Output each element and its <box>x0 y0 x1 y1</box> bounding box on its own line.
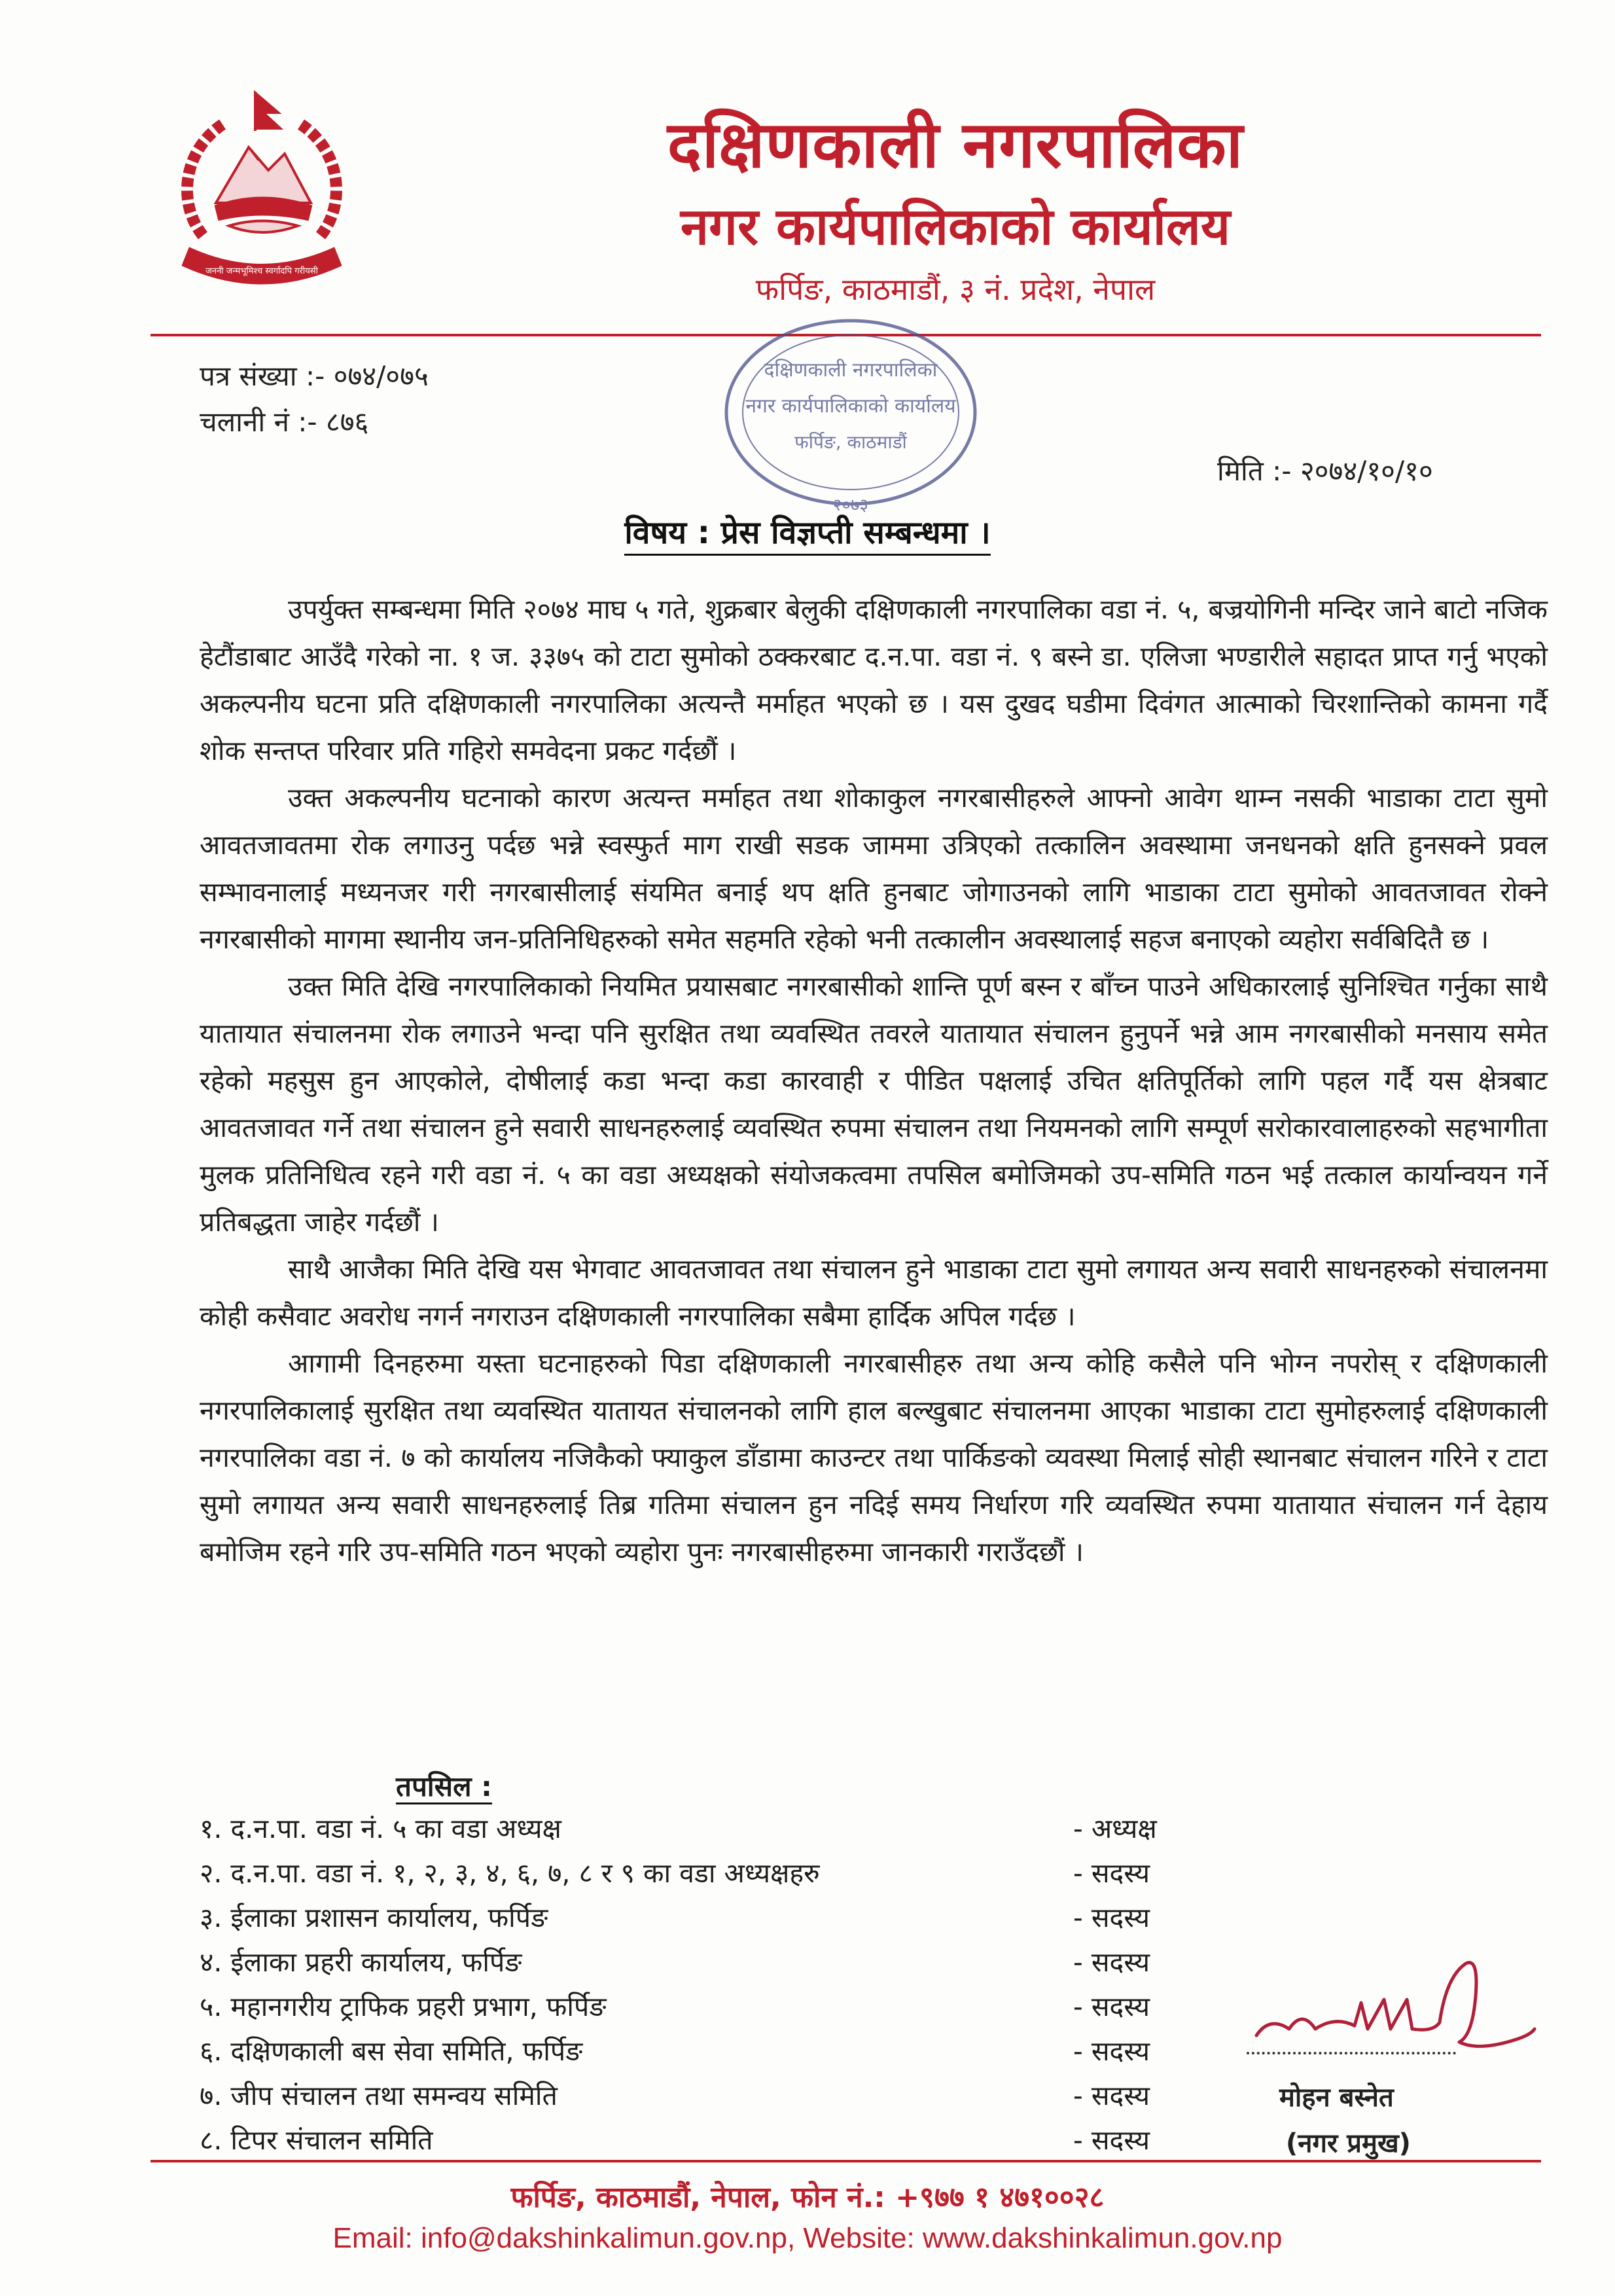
member-role: - सदस्य <box>1073 1902 1150 1933</box>
signatory-designation: (नगर प्रमुख) <box>1286 2128 1411 2159</box>
member-name: ३. ईलाका प्रशासन कार्यालय, फर्पिङ <box>200 1902 548 1933</box>
committee-list <box>200 1810 1247 2166</box>
footer-contact: फर्पिङ, काठमाडौं, नेपाल, फोन नं.: +९७७ १ ४७१००२८ <box>510 2181 1105 2214</box>
paragraph: आगामी दिनहरुमा यस्ता घटनाहरुको पिडा दक्षिणकाली नगरबासीहरु तथा अन्य कोहि कसैले पनि भोग्न नपरोस् र दक्षिणकाली नगरपालिकालाई सुरक्षित तथा व्यवस्थित यातायत संचालनको लागि हाल बल्खुबाट संचालनमा आएका भाडाका टाटा सुमोहरुलाई दक्षिणकाली नगरपालिका वडा नं. ७ को कार्यालय नजिकैको फ्याकुल डाँडामा काउन्टर तथा पार्किङको व्यवस्था मिलाई सोही स्थानबाट संचालन गरिने र टाटा सुमो लगायत अन्य सवारी साधनहरुलाई तिब्र गतिमा संचालन हुन नदिई समय निर्धारण गरि व्यवस्थित रुपमा यातायात संचालन गर्न देहाय बमोजिम रहने गरि उप-समिति गठन भएको व्यहोरा पुनः नगरबासीहरुमा जानकारी गराउँदछौं । <box>200 1348 1548 1568</box>
letter-body <box>200 586 1548 1575</box>
letter-subject <box>0 511 1615 553</box>
member-role: - सदस्य <box>1073 2080 1150 2111</box>
member-role: - सदस्य <box>1073 2036 1150 2067</box>
member-name: २. द.न.पा. वडा नं. १, २, ३, ४, ६, ७, ८ र ९ का वडा अध्यक्षहरु <box>200 1857 820 1889</box>
paragraph: उक्त मिति देखि नगरपालिकाको नियमित प्रयासबाट नगरबासीको शान्ति पूर्ण बस्न र बाँच्न पाउने अधिकारलाई सुनिश्चित गर्नुका साथै यातायात संचालनमा रोक लगाउने भन्दा पनि सुरक्षित तथा व्यवस्थित तवरले यातायात संचालन हुनुपर्ने भन्ने आम नगरबासीको मनसाय समेत रहेको महसुस हुन आएकोले, दोषीलाई कडा भन्दा कडा कारवाही र पीडित पक्षलाई उचित क्षतिपूर्तिको लागि पहल गर्दै यस क्षेत्रबाट आवतजावत गर्ने तथा संचालन हुने सवारी साधनहरुलाई व्यवस्थित रुपमा संचालन तथा नियमनको लागि सम्पूर्ण सरोकारवालाहरुको सहभागीता मुलक प्रतिनिधित्व रहने गरी वडा नं. ५ का वडा अध्यक्षको संयोजकत्वमा तपसिल बमोजिमको उप-समिति गठन भई तत्काल कार्यान्वयन गर्ने प्रतिबद्धता जाहेर गर्दछौं । <box>200 971 1548 1238</box>
schedule-title-text: तपसिल : <box>396 1770 492 1804</box>
list-item <box>200 1943 1247 1988</box>
stamp-year: २०७३ <box>832 495 869 515</box>
list-item <box>200 1854 1247 1899</box>
member-name: ४. ईलाका प्रहरी कार्यालय, फर्पिङ <box>200 1946 522 1978</box>
municipality-title: दक्षिणकाली नगरपालिका <box>667 108 1244 183</box>
member-name: ५. महानगरीय ट्राफिक प्रहरी प्रभाग, फर्पिङ <box>200 1991 607 2022</box>
office-address: फर्पिङ, काठमाडौं, ३ नं. प्रदेश, नेपाल <box>755 272 1156 307</box>
member-name: ७. जीप संचालन तथा समन्वय समिति <box>200 2080 558 2111</box>
member-role: - सदस्य <box>1073 1991 1150 2022</box>
member-role: - सदस्य <box>1073 2125 1150 2156</box>
footer-divider <box>151 2160 1541 2162</box>
member-name: ८. टिपर संचालन समिति <box>200 2125 433 2156</box>
emblem-motto: जननी जन्मभूमिश्च स्वर्गादपि गरीयसी <box>205 266 318 276</box>
list-item <box>200 1899 1247 1943</box>
subject-text: विषय : प्रेस विज्ञप्ती सम्बन्धमा । <box>624 514 990 556</box>
member-role: - सदस्य <box>1073 1857 1150 1889</box>
nepal-emblem-icon <box>164 85 360 308</box>
list-item <box>200 2077 1247 2121</box>
letter-number: पत्र संख्या :- ०७४/०७५ <box>200 360 429 392</box>
paragraph: उपर्युक्त सम्बन्धमा मिति २०७४ माघ ५ गते, शुक्रबार बेलुकी दक्षिणकाली नगरपालिका वडा नं. ५, बज्रयोगिनी मन्दिर जाने बाटो नजिक हेटौंडाबाट आउँदै गरेको ना. १ ज. ३३७५ को टाटा सुमोको ठक्करबाट द.न.पा. वडा नं. ९ बस्ने डा. एलिजा भण्डारीले सहादत प्राप्त गर्नु भएको अकल्पनीय घटना प्रति दक्षिणकाली नगरपालिका अत्यन्तै मर्माहत भएको छ । यस दुखद घडीमा दिवंगत आत्माको चिरशान्तिको कामना गर्दै शोक सन्तप्त परिवार प्रति गहिरो समवेदना प्रकट गर्दछौं । <box>200 594 1548 766</box>
list-item <box>200 1988 1247 2032</box>
paragraph: उक्त अकल्पनीय घटनाको कारण अत्यन्त मर्माहत तथा शोकाकुल नगरबासीहरुले आफ्नो आवेग थाम्न नसकी भाडाका टाटा सुमो आवतजावतमा रोक लगाउनु पर्दछ भन्ने स्वस्फुर्त माग राखी सडक जाममा उत्रिएको तत्कालिन अवस्थामा जनधनको क्षति हुनसक्ने प्रवल सम्भावनालाई मध्यनजर गरी नगरबासीलाई संयमित बनाई थप क्षति हुनबाट जोगाउनको लागि भाडाका टाटा सुमोको आवतजावत रोक्ने नगरबासीको मागमा स्थानीय जन-प्रतिनिधिहरुको समेत सहमति रहेको भनी तत्कालीन अवस्थालाई सहज बनाएको व्यहोरा सर्वबिदितै छ । <box>200 782 1548 955</box>
paragraph: साथै आजैका मिति देखि यस भेगवाट आवतजावत तथा संचालन हुने भाडाका टाटा सुमो लगायत अन्य सवारी साधनहरुको संचालनमा कोही कसैवाट अवरोध नगर्न नगराउन दक्षिणकाली नगरपालिका सबैमा हार्दिक अपिल गर्दछ । <box>200 1253 1548 1332</box>
stamp-line3: फर्पिङ, काठमाडौं <box>794 431 907 453</box>
member-name: ६. दक्षिणकाली बस सेवा समिति, फर्पिङ <box>200 2036 583 2067</box>
list-item <box>200 2121 1247 2166</box>
dispatch-number: चलानी नं :- ८७६ <box>200 406 369 438</box>
footer-email-website: Email: info@dakshinkalimun.gov.np, Website: www.dakshinkalimun.gov.np <box>332 2222 1283 2254</box>
office-subtitle: नगर कार्यपालिकाको कार्यालय <box>680 198 1231 257</box>
member-name: १. द.न.पा. वडा नं. ५ का वडा अध्यक्ष <box>200 1813 561 1844</box>
schedule-title <box>396 1767 492 1804</box>
list-item <box>200 2032 1247 2077</box>
list-item <box>200 1810 1247 1854</box>
handwritten-signature <box>1243 1937 1544 2068</box>
signature-line <box>1247 2052 1456 2054</box>
stamp-line2: नगर कार्यपालिकाको कार्यालय <box>745 395 956 418</box>
stamp-line1: दक्षिणकाली नगरपालिका <box>764 359 938 382</box>
letter-date: मिति :- २०७४/१०/१० <box>1217 455 1433 487</box>
member-role: - अध्यक्ष <box>1073 1813 1157 1844</box>
official-stamp <box>713 314 988 524</box>
member-role: - सदस्य <box>1073 1946 1150 1978</box>
signatory-name: मोहन बस्नेत <box>1279 2083 1394 2113</box>
